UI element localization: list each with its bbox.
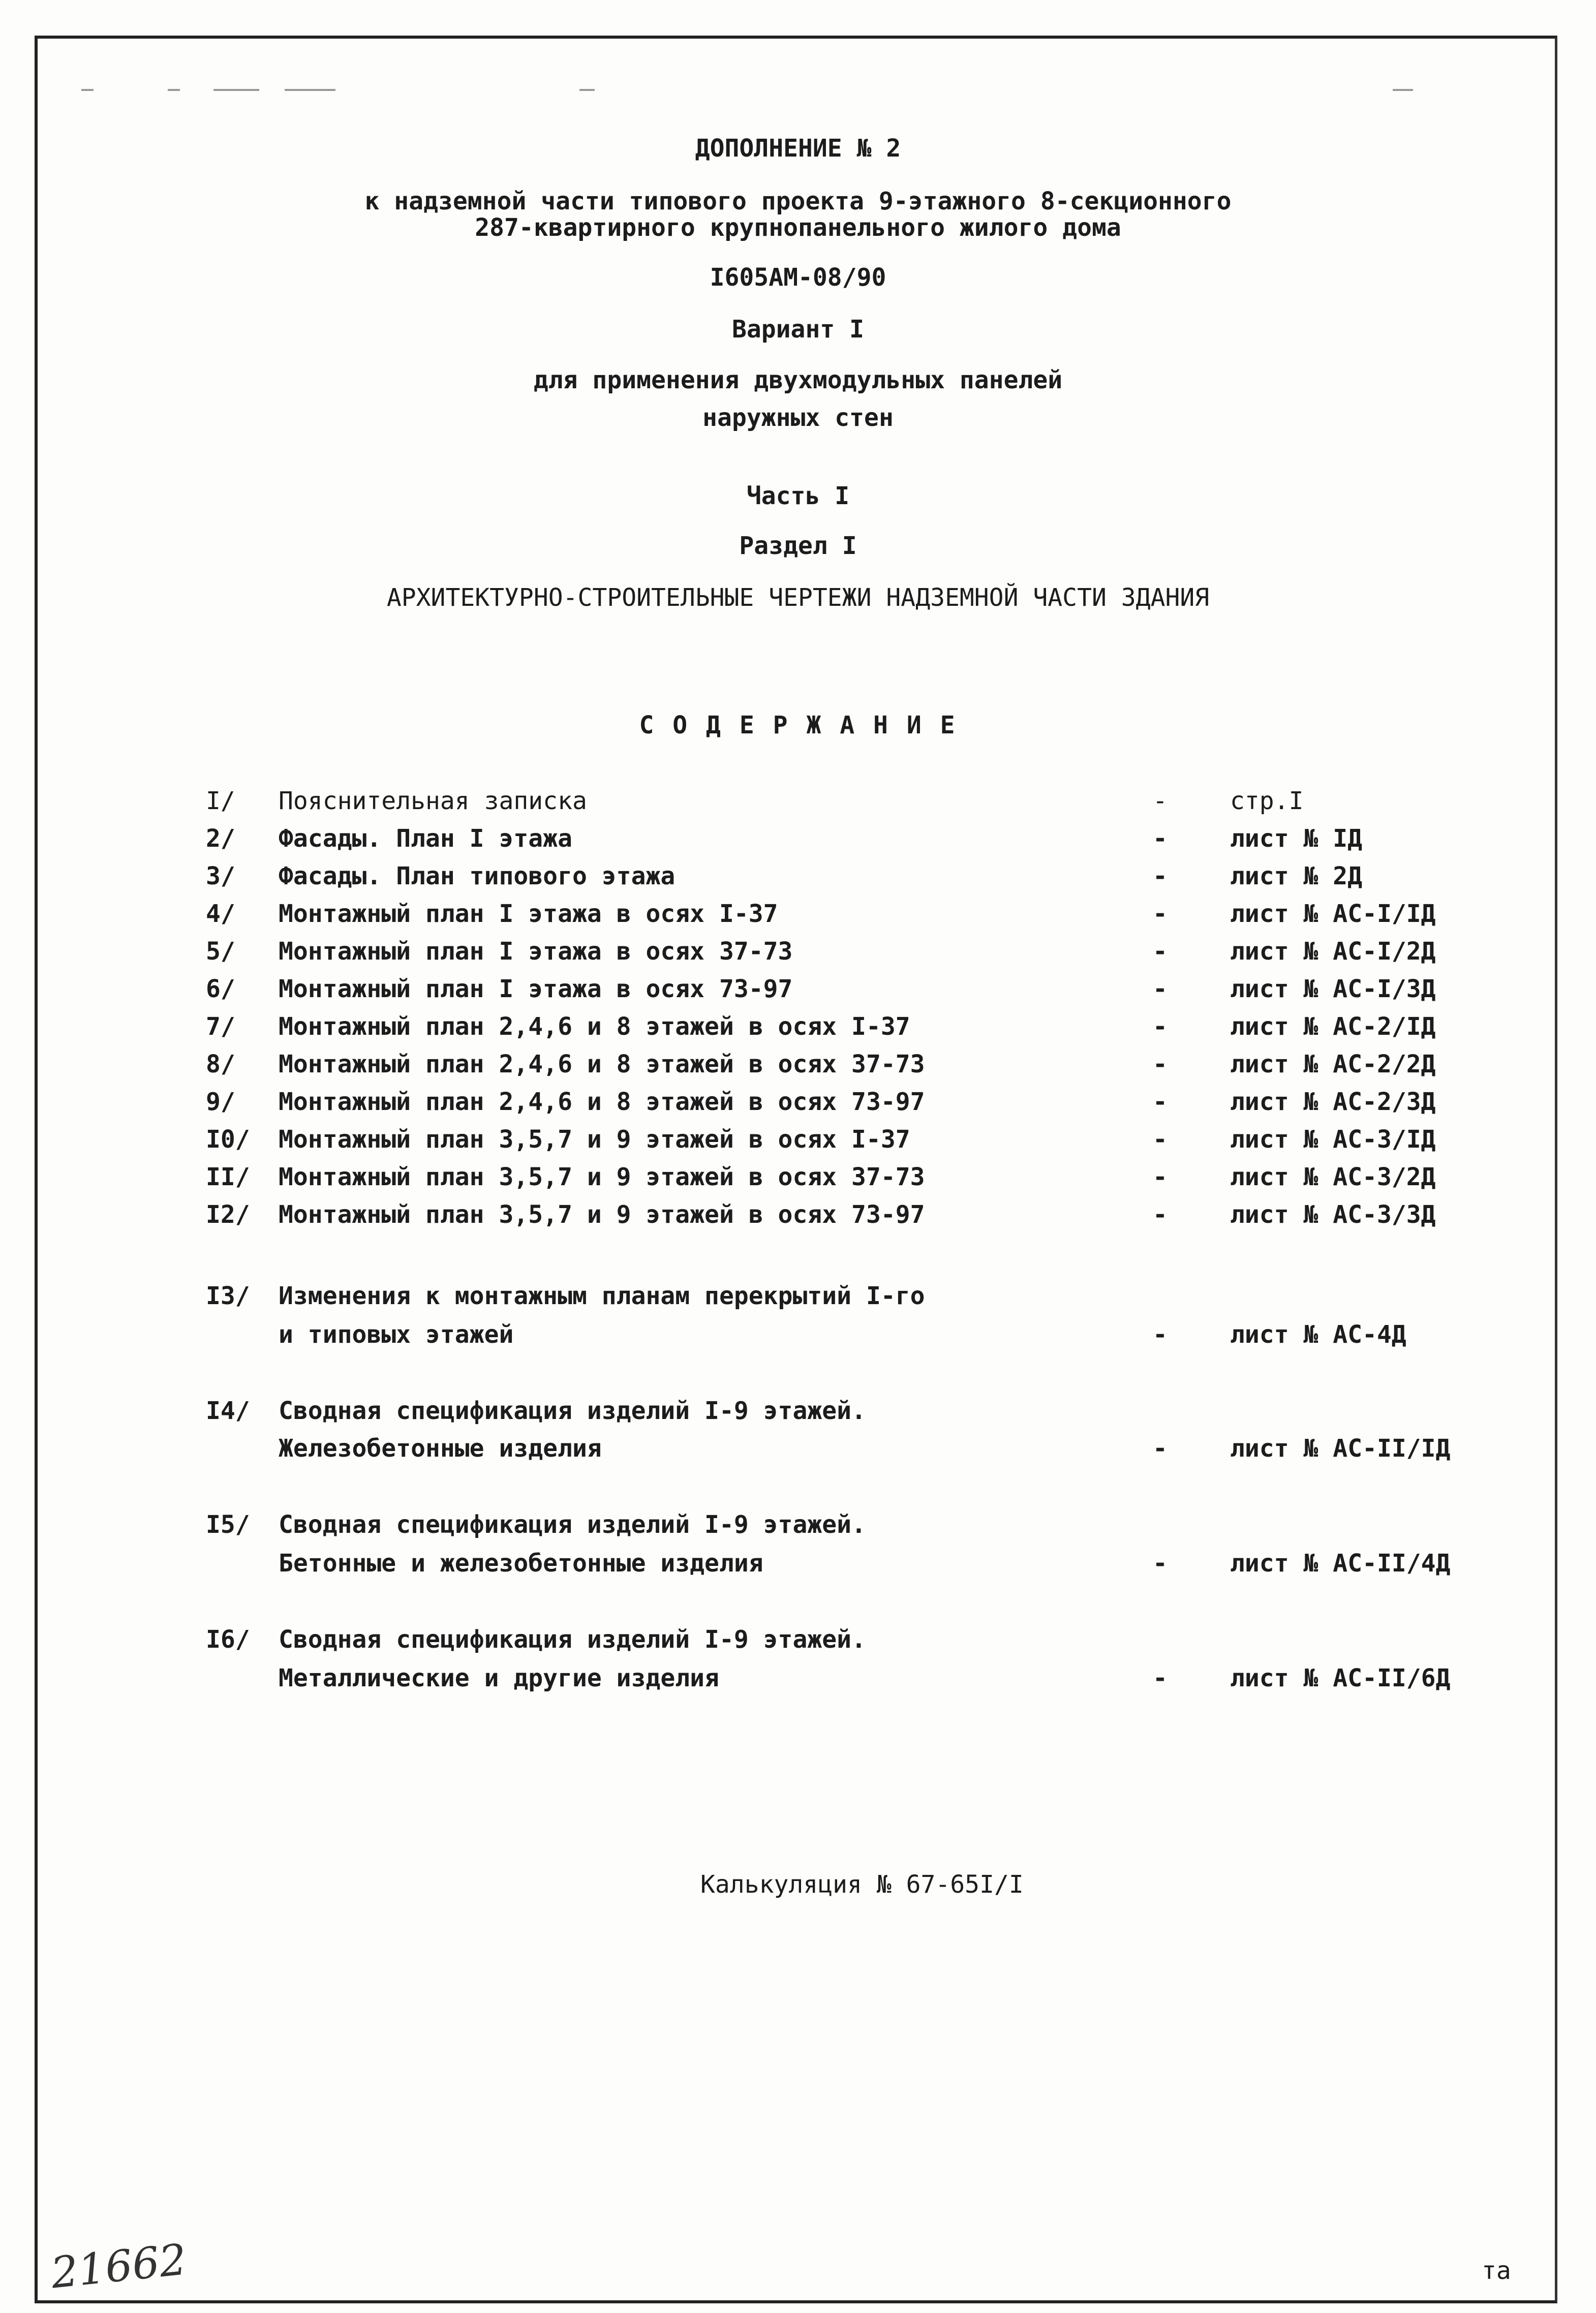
item-dash: - — [1153, 1163, 1168, 1191]
item-title: Монтажный план 2,4,6 и 8 этажей в осях 73-97 — [279, 1088, 925, 1116]
item-dash: - — [1153, 1434, 1168, 1463]
scan-mark — [285, 89, 335, 91]
item-number: 4/ — [206, 900, 235, 928]
item-title-line2: Металлические и другие изделия — [279, 1664, 719, 1692]
item-number: 9/ — [206, 1088, 235, 1116]
item-title: Сводная спецификация изделий I-9 этажей. — [279, 1397, 866, 1425]
item-sheet: лист № АС-I/IД — [1230, 900, 1436, 928]
item-sheet: лист № АС-3/IД — [1230, 1125, 1436, 1154]
document-subtitle-line2: 287-квартирного крупнопанельного жилого дома — [475, 213, 1121, 242]
item-title: Монтажный план I этажа в осях 37-73 — [279, 937, 793, 966]
item-sheet: лист № АС-2/3Д — [1230, 1088, 1436, 1116]
item-title-line2: и типовых этажей — [279, 1320, 514, 1349]
item-title: Монтажный план I этажа в осях 73-97 — [279, 975, 793, 1003]
item-number: I/ — [206, 787, 235, 815]
purpose-line2: наружных стен — [702, 404, 894, 432]
item-sheet: лист № IД — [1230, 824, 1363, 853]
item-title: Пояснительная записка — [279, 787, 587, 815]
document-title: ДОПОЛНЕНИЕ № 2 — [695, 134, 901, 163]
item-sheet: лист № АС-II/IД — [1230, 1434, 1451, 1463]
scan-mark — [213, 89, 259, 91]
section: Раздел I — [739, 532, 857, 560]
item-sheet: лист № АС-I/2Д — [1230, 937, 1436, 966]
item-title: Сводная спецификация изделий I-9 этажей. — [279, 1510, 866, 1539]
item-dash: - — [1153, 937, 1168, 966]
item-title-line2: Бетонные и железобетонные изделия — [279, 1549, 763, 1578]
item-dash: - — [1153, 1200, 1168, 1229]
item-title: Монтажный план 3,5,7 и 9 этажей в осях 37-73 — [279, 1163, 925, 1191]
item-sheet: лист № АС-2/2Д — [1230, 1050, 1436, 1078]
item-sheet: лист № АС-II/4Д — [1230, 1549, 1451, 1578]
item-number: 2/ — [206, 824, 235, 853]
item-sheet: лист № АС-4Д — [1230, 1320, 1406, 1349]
item-sheet: лист № АС-II/6Д — [1230, 1664, 1451, 1692]
item-title: Изменения к монтажным планам перекрытий I-го — [279, 1282, 925, 1310]
contents-heading: С О Д Е Р Ж А Н И Е — [639, 711, 957, 739]
item-dash: - — [1153, 1549, 1168, 1578]
item-sheet: стр.I — [1230, 787, 1304, 815]
item-title: Монтажный план 3,5,7 и 9 этажей в осях I-37 — [279, 1125, 910, 1154]
item-dash: - — [1153, 1125, 1168, 1154]
item-number: 6/ — [206, 975, 235, 1003]
item-dash: - — [1153, 1088, 1168, 1116]
variant: Вариант I — [731, 315, 865, 344]
item-dash: - — [1153, 1050, 1168, 1078]
scan-mark — [81, 89, 94, 91]
item-sheet: лист № АС-I/3Д — [1230, 975, 1436, 1003]
item-title: Монтажный план I этажа в осях I-37 — [279, 900, 778, 928]
document-subtitle-line1: к надземной части типового проекта 9-этажного 8-секционного — [364, 187, 1232, 215]
item-title: Монтажный план 2,4,6 и 8 этажей в осях 37-73 — [279, 1050, 925, 1078]
item-title-line2: Железобетонные изделия — [279, 1434, 602, 1463]
item-number: 7/ — [206, 1012, 235, 1041]
item-dash: - — [1153, 1012, 1168, 1041]
item-number: I5/ — [206, 1510, 250, 1539]
item-dash: - — [1153, 824, 1168, 853]
item-number: I2/ — [206, 1200, 250, 1229]
item-title: Фасады. План типового этажа — [279, 862, 676, 890]
item-dash: - — [1153, 787, 1168, 815]
calculation-number: Калькуляция № 67-65I/I — [700, 1870, 1024, 1899]
item-title: Фасады. План I этажа — [279, 824, 572, 853]
scan-mark — [168, 89, 180, 91]
item-dash: - — [1153, 862, 1168, 890]
scan-mark — [1393, 89, 1413, 91]
item-number: 5/ — [206, 937, 235, 966]
item-number: 8/ — [206, 1050, 235, 1078]
item-number: I4/ — [206, 1397, 250, 1425]
item-sheet: лист № АС-3/2Д — [1230, 1163, 1436, 1191]
item-sheet: лист № АС-3/3Д — [1230, 1200, 1436, 1229]
project-code: I605АМ-08/90 — [710, 263, 886, 292]
handwritten-number: 21662 — [48, 2234, 189, 2298]
item-number: II/ — [206, 1163, 250, 1191]
item-number: I3/ — [206, 1282, 250, 1310]
item-number: 3/ — [206, 862, 235, 890]
item-title: Сводная спецификация изделий I-9 этажей. — [279, 1625, 866, 1654]
item-dash: - — [1153, 975, 1168, 1003]
item-dash: - — [1153, 1320, 1168, 1349]
item-sheet: лист № 2Д — [1230, 862, 1363, 890]
section-title: АРХИТЕКТУРНО-СТРОИТЕЛЬНЫЕ ЧЕРТЕЖИ НАДЗЕМНОЙ ЧАСТИ ЗДАНИЯ — [386, 583, 1210, 612]
item-title: Монтажный план 3,5,7 и 9 этажей в осях 73-97 — [279, 1200, 925, 1229]
corner-mark: та — [1482, 2257, 1511, 2285]
item-sheet: лист № АС-2/IД — [1230, 1012, 1436, 1041]
purpose-line1: для применения двухмодульных панелей — [533, 366, 1063, 394]
scan-mark — [579, 89, 595, 91]
item-title: Монтажный план 2,4,6 и 8 этажей в осях I-37 — [279, 1012, 910, 1041]
item-number: I6/ — [206, 1625, 250, 1654]
part: Часть I — [746, 482, 850, 510]
item-dash: - — [1153, 900, 1168, 928]
item-number: I0/ — [206, 1125, 250, 1154]
item-dash: - — [1153, 1664, 1168, 1692]
